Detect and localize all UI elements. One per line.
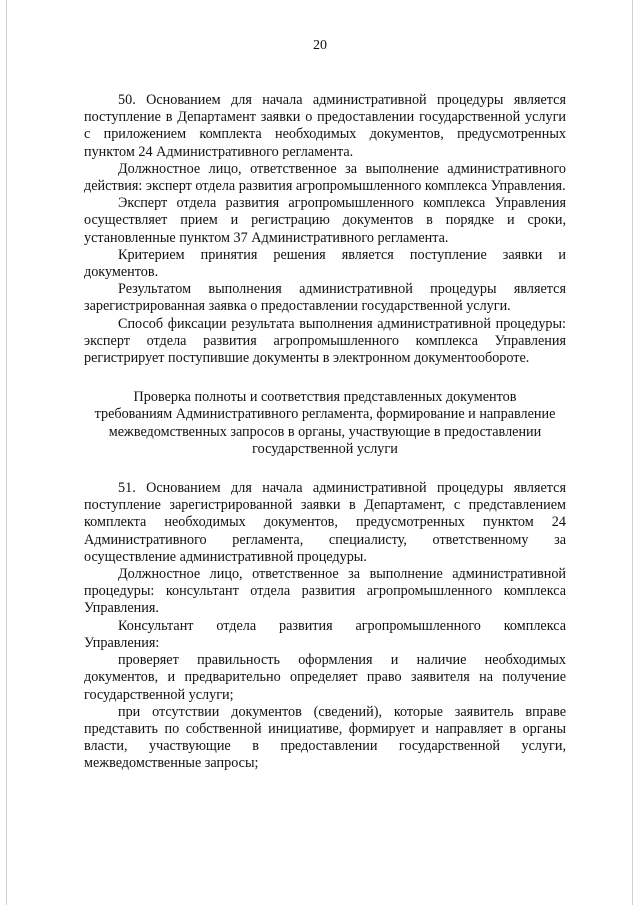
page-number: 20 <box>313 38 327 53</box>
paragraph: проверяет правильность оформления и наличие необходимых документов, и предварительно определяет право заявителя на получение государственной услуги; <box>84 652 566 703</box>
scan-edge-left <box>6 0 7 905</box>
section-heading <box>84 389 566 458</box>
paragraph: Критерием принятия решения является поступление заявки и документов. <box>84 246 566 281</box>
paragraph: Результатом выполнения административной процедуры является зарегистрированная заявка о предоставлении государственной услуги. <box>84 281 566 315</box>
section-heading-text: Проверка полноты и соответствия представленных документов требованиям Административного регламента, формирование и направление межведомственных запросов в органы, участвующие в предоставлении государственной услуги <box>94 389 556 457</box>
paragraph: Способ фиксации результата выполнения административной процедуры: эксперт отдела развития агропромышленного комплекса Управления регистрирует поступившие документы в электронном документообороте. <box>84 315 566 367</box>
paragraph: Должностное лицо, ответственное за выполнение административной процедуры: консультант отдела развития агропромышленного комплекса Управления. <box>84 566 566 617</box>
document-body <box>84 92 566 773</box>
paragraph: Эксперт отдела развития агропромышленного комплекса Управления осуществляет прием и регистрацию документов в порядке и сроки, установленные пунктом 37 Административного регламента. <box>84 195 566 246</box>
paragraph: 51. Основанием для начала административной процедуры является поступление зарегистрированной заявки в Департамент, с представлением комплекта необходимых документов, предусмотренных пунктом 24 Административного регламента, специалисту, ответственному за осуществление административной процедуры. <box>84 480 566 565</box>
paragraph: 50. Основанием для начала административной процедуры является поступление в Департамент заявки о предоставлении государственной услуги с приложением комплекта необходимых документов, предусмотренных пунктом 24 Административного регламента. <box>84 92 566 160</box>
paragraph: Должностное лицо, ответственное за выполнение административного действия: эксперт отдела развития агропромышленного комплекса Управления. <box>84 160 566 195</box>
paragraph: при отсутствии документов (сведений), которые заявитель вправе представить по собственной инициативе, формирует и направляет в органы власти, участвующие в предоставлении государственной услуги, межведомственные запросы; <box>84 703 566 772</box>
paragraph: Консультант отдела развития агропромышленного комплекса Управления: <box>84 617 566 651</box>
scan-edge-right <box>632 0 633 905</box>
